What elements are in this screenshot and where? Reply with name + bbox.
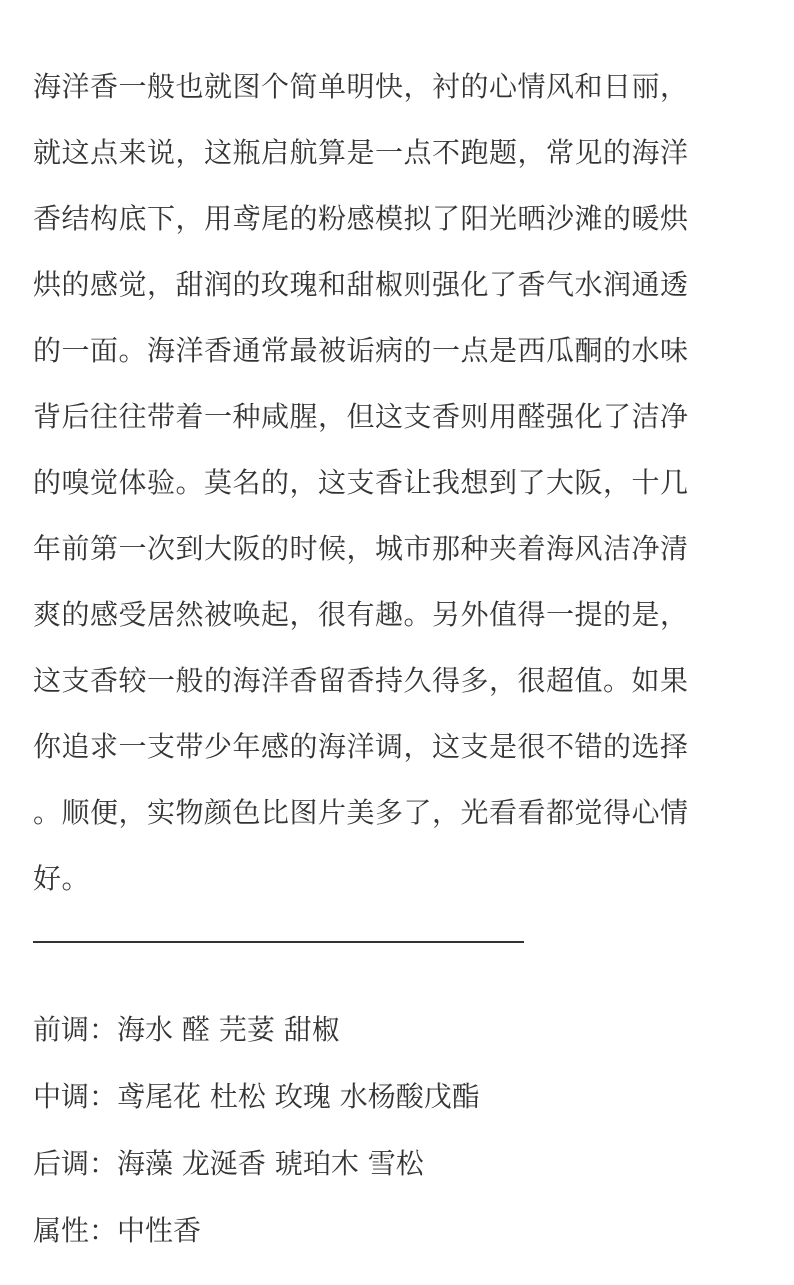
attribute-row bbox=[33, 1197, 763, 1264]
paragraph-line: 海洋香一般也就图个简单明快，衬的心情风和日丽， bbox=[33, 70, 689, 103]
note-value: 鸢尾花 杜松 玫瑰 水杨酸戊酯 bbox=[117, 1080, 480, 1113]
paragraph-line: 好。 bbox=[33, 862, 91, 895]
top-notes-row bbox=[33, 996, 763, 1063]
note-value: 中性香 bbox=[117, 1214, 202, 1247]
section-divider bbox=[33, 941, 524, 943]
paragraph-line: 香结构底下，用鸢尾的粉感模拟了阳光晒沙滩的暖烘 bbox=[33, 202, 689, 235]
paragraph-line: 爽的感受居然被唤起，很有趣。另外值得一提的是， bbox=[33, 598, 689, 631]
middle-notes-row bbox=[33, 1063, 763, 1130]
paragraph-line: 就这点来说，这瓶启航算是一点不跑题，常见的海洋 bbox=[33, 136, 689, 169]
note-value: 海水 醛 芫荽 甜椒 bbox=[117, 1013, 340, 1046]
note-separator: ： bbox=[89, 1147, 118, 1180]
paragraph-line: 年前第一次到大阪的时候，城市那种夹着海风洁净清 bbox=[33, 532, 689, 565]
note-label: 前调 bbox=[33, 1013, 90, 1046]
paragraph-line: 的一面。海洋香通常最被诟病的一点是西瓜酮的水味 bbox=[33, 334, 689, 367]
paragraph-line: 背后往往带着一种咸腥，但这支香则用醛强化了洁净 bbox=[33, 400, 689, 433]
note-label: 属性 bbox=[33, 1214, 90, 1247]
note-label: 后调 bbox=[33, 1147, 90, 1180]
note-value: 海藻 龙涎香 琥珀木 雪松 bbox=[117, 1147, 424, 1180]
note-separator: ： bbox=[89, 1080, 118, 1113]
review-paragraph bbox=[33, 54, 763, 912]
base-notes-row bbox=[33, 1130, 763, 1197]
note-separator: ： bbox=[89, 1013, 118, 1046]
paragraph-line: 你追求一支带少年感的海洋调，这支是很不错的选择 bbox=[33, 730, 689, 763]
paragraph-line: 的嗅觉体验。莫名的，这支香让我想到了大阪，十几 bbox=[33, 466, 689, 499]
paragraph-line: 这支香较一般的海洋香留香持久得多，很超值。如果 bbox=[33, 664, 689, 697]
fragrance-notes-list bbox=[33, 996, 763, 1264]
note-label: 中调 bbox=[33, 1080, 90, 1113]
paragraph-line: 烘的感觉，甜润的玫瑰和甜椒则强化了香气水润通透 bbox=[33, 268, 689, 301]
paragraph-line: 。顺便，实物颜色比图片美多了，光看看都觉得心情 bbox=[33, 796, 689, 829]
note-separator: ： bbox=[89, 1214, 118, 1247]
